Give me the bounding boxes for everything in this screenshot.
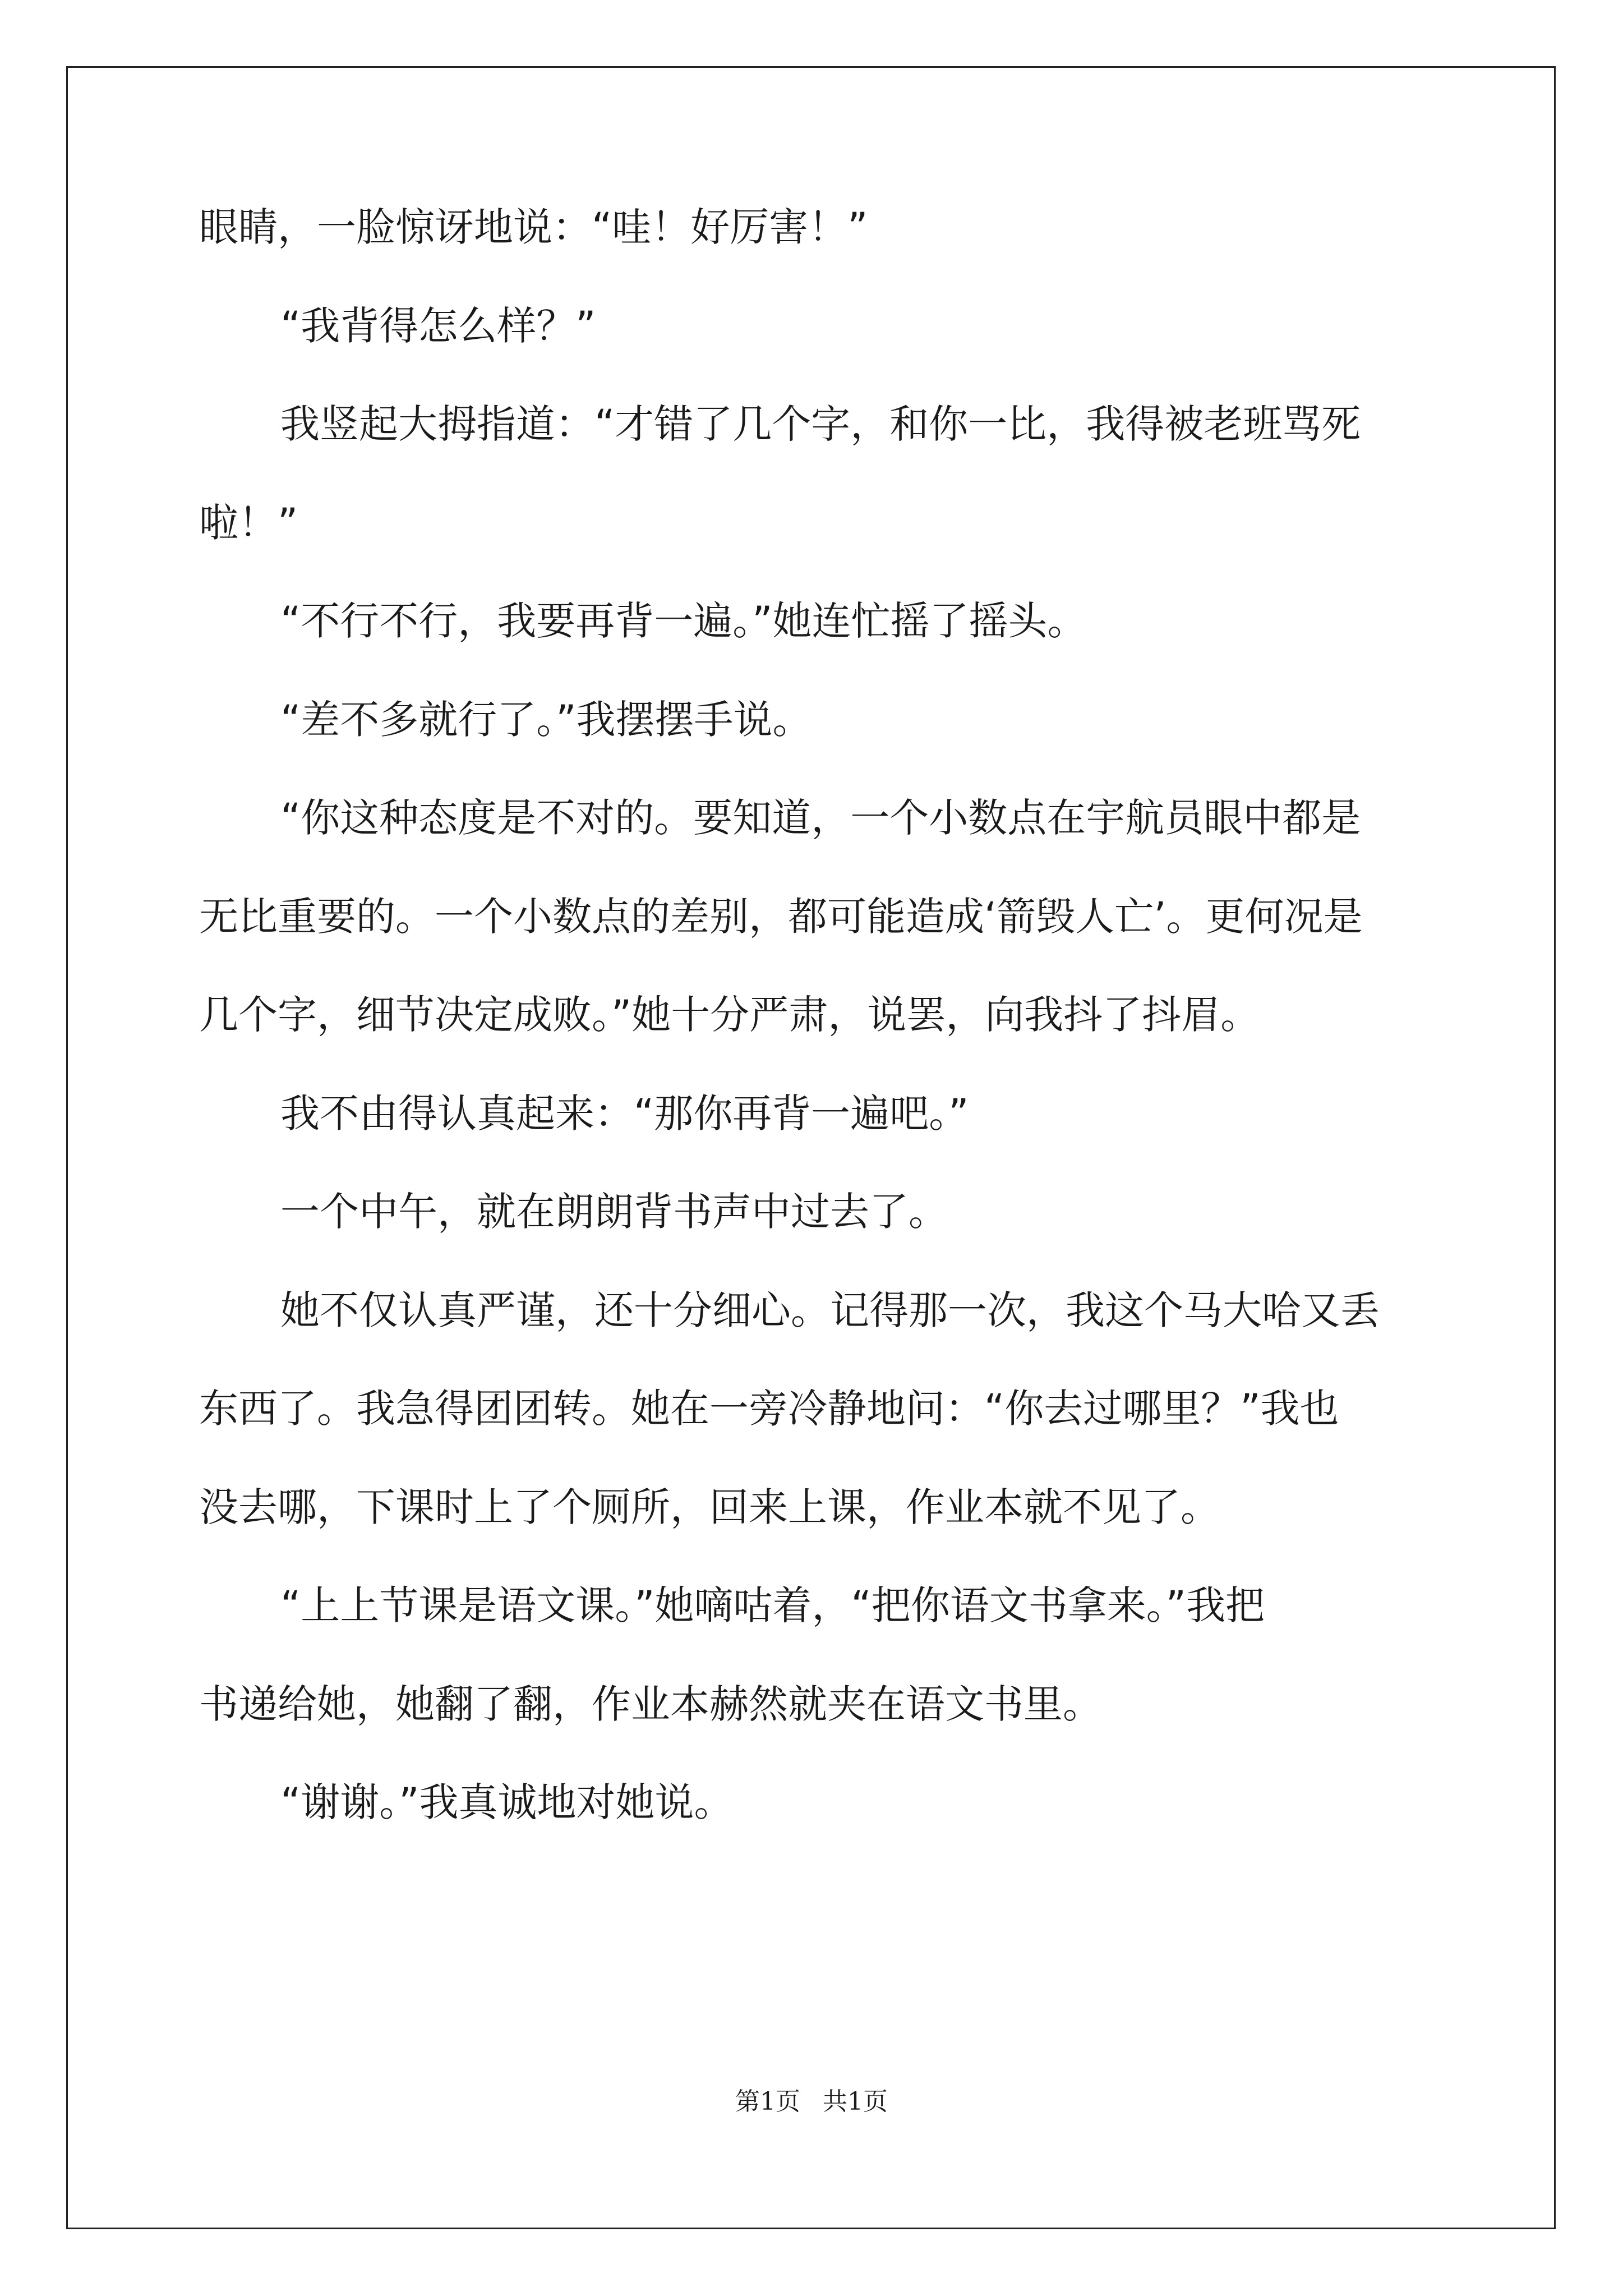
text-line-8: 无比重要的。一个小数点的差别，都可能造成‘箭毁人亡’。更何况是 (199, 893, 1363, 940)
text-line-13: 东西了。我急得团团转。她在一旁冷静地问：“你去过哪里？”我也 (199, 1386, 1339, 1432)
text-line-6: “差不多就行了。”我摆摆手说。 (280, 696, 812, 743)
text-line-15: “上上节课是语文课。”她嘀咕着，“把你语文书拿来。”我把 (280, 1582, 1265, 1628)
text-line-9: 几个字，细节决定成败。”她十分严肃，说罢，向我抖了抖眉。 (199, 992, 1260, 1038)
text-line-7: “你这种态度是不对的。要知道，一个小数点在宇航员眼中都是 (280, 795, 1361, 841)
page-footer (0, 2088, 1623, 2116)
text-line-10: 我不由得认真起来：“那你再背一遍吧。” (280, 1090, 969, 1137)
text-line-1: 眼睛，一脸惊讶地说：“哇！好厉害！” (199, 204, 868, 250)
page-total: 共1页 (823, 2087, 888, 2116)
text-line-16: 书递给她，她翻了翻，作业本赫然就夹在语文书里。 (199, 1681, 1102, 1727)
text-line-3: 我竖起大拇指道：“才错了几个字，和你一比，我得被老班骂死 (280, 401, 1361, 447)
document-body (199, 205, 1433, 1879)
text-line-5: “不行不行，我要再背一遍。”她连忙摇了摇头。 (280, 598, 1087, 644)
text-line-12: 她不仅认真严谨，还十分细心。记得那一次，我这个马大哈又丢 (280, 1287, 1380, 1333)
page-number: 第1页 (735, 2087, 800, 2116)
text-line-4: 啦！” (199, 499, 298, 546)
text-line-14: 没去哪，下课时上了个厕所，回来上课，作业本就不见了。 (199, 1484, 1220, 1530)
text-line-11: 一个中午，就在朗朗背书声中过去了。 (280, 1189, 948, 1235)
text-line-17: “谢谢。”我真诚地对她说。 (280, 1779, 734, 1825)
text-line-2: “我背得怎么样？” (280, 302, 596, 349)
